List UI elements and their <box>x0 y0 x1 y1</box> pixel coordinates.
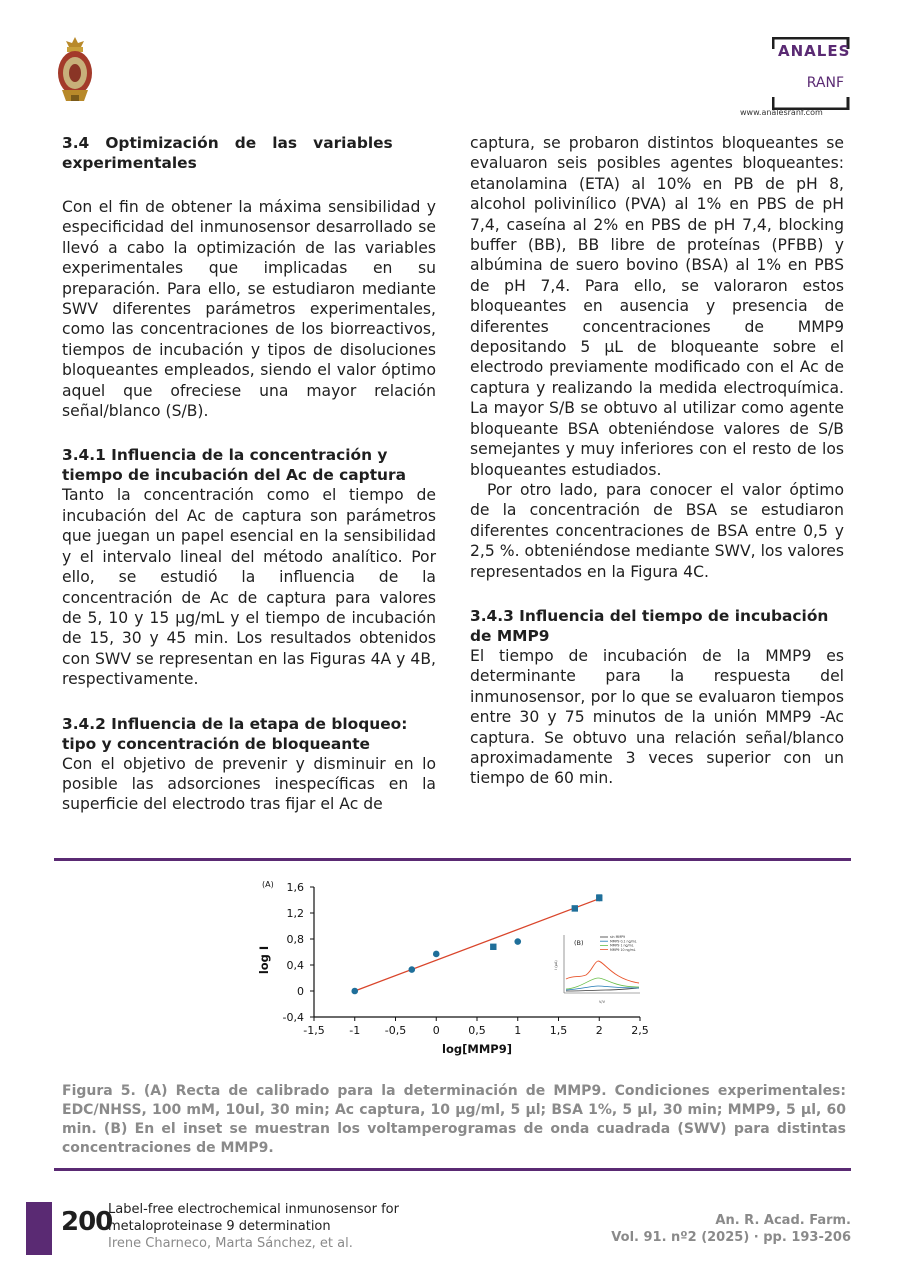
y-tick-label: 1,2 <box>286 907 304 920</box>
section-3-4-heading: 3.4 Optimización de las variables experimentales <box>62 134 399 172</box>
inset-legend-label: MMP9 0,1 ng/mL <box>610 939 637 944</box>
x-tick-label: -0,5 <box>384 1024 407 1037</box>
y-tick-label: 0,8 <box>286 933 304 946</box>
inset-y-label: I (µA) <box>554 960 558 970</box>
x-tick-label: -1 <box>349 1024 361 1037</box>
x-tick-label: -1,5 <box>303 1024 325 1037</box>
section-3-4-1-paragraph: Tanto la concentración como el tiempo de incubación del Ac de captura son parámetros que juegan un papel esencial en la sensibilidad y el intervalo lineal del método analítico. Por ello, se estudió la influencia de la concentración de Ac de captura para valores de 5, 10 y 15 µg/mL y el tiempo de incubación de 15, 30 y 45 min. Los resultados obtenidos con SWV se representan en las Figuras 4A y 4B, respectivamente. <box>62 486 436 689</box>
inset-panel-label: (B) <box>574 939 584 947</box>
academy-crest-logo <box>54 35 96 105</box>
y-axis-label: log I <box>257 945 271 975</box>
section-3-4-3-paragraph: El tiempo de incubación de la MMP9 es determinante para la respuesta del inmunosensor, por lo que se evaluaron tiempos entre 30 y 75 minutos de la unión MMP9 -Ac captura. Se obtuvo una relación señal/blanco aproximadamente 3 veces superior con un tiempo de 60 min. <box>470 646 844 788</box>
data-point-square <box>572 905 578 911</box>
logo-anales-text: ANALES <box>778 42 851 60</box>
page-number: 200 <box>61 1207 113 1237</box>
figure-bottom-rule <box>54 1168 851 1171</box>
footer-title-line2: metaloproteinase 9 determination <box>108 1219 331 1234</box>
x-tick-label: 0 <box>432 1024 440 1037</box>
journal-url: www.analesranf.com <box>740 108 823 117</box>
y-tick-label: -0,4 <box>282 1011 304 1024</box>
figure-top-rule <box>54 858 851 861</box>
footer-journal-info <box>611 1212 851 1246</box>
section-3-4-2-heading: 3.4.2 Influencia de la etapa de bloqueo: tipo y concentración de bloqueante <box>62 714 408 753</box>
data-point-square <box>596 895 602 901</box>
left-text-column <box>62 133 436 815</box>
footer-journal-name: An. R. Acad. Farm. <box>715 1213 851 1228</box>
inset-legend-label: MMP9 1 ng/mL <box>610 943 634 948</box>
section-3-4-paragraph: Con el fin de obtener la máxima sensibilidad y especificidad del inmunosensor desarrollado se llevó a cabo la optimización de las variables experimentales que implicadas en su preparación. Para ello, se estudiaron mediante SWV diferentes parámetros experimentales, como las concentraciones de los biorreactivos, tiempos de incubación y tipos de disoluciones bloqueantes empleados, siendo el valor óptimo aquel que ofreciese una mayor relación señal/blanco (S/B). <box>62 198 436 421</box>
footer-title-line1: Label-free electrochemical inmunosensor for <box>108 1202 399 1217</box>
panel-label-a: (A) <box>262 880 274 889</box>
logo-ranf-text: RANF <box>806 75 844 91</box>
inset-legend-label: sin MMP9 <box>610 935 626 940</box>
x-tick-label: 1,5 <box>549 1024 568 1037</box>
y-tick-label: 1,6 <box>286 881 304 894</box>
section-3-4-2-paragraph: Con el objetivo de prevenir y disminuir en lo posible las adsorciones inespecíficas en la superficie del electrodo tras fijar el Ac de <box>62 754 436 814</box>
section-3-4-1-heading: 3.4.1 Influencia de la concentración y tiempo de incubación del Ac de captura <box>62 446 406 485</box>
calibration-chart <box>256 875 656 1075</box>
data-point-circle <box>514 938 521 945</box>
footer-accent-bar <box>26 1202 52 1255</box>
bsa-concentration-paragraph: Por otro lado, para conocer el valor óptimo de la concentración de BSA se estudiaron diferentes concentraciones de BSA entre 0,5 y 2,5 %. obteniéndose mediante SWV, los valores representados en la Figura 4C. <box>470 480 844 581</box>
footer-article-info <box>108 1201 399 1252</box>
footer-volume: Vol. 91. nº2 (2025) · pp. 193-206 <box>611 1230 851 1245</box>
figure-caption: Figura 5. (A) Recta de calibrado para la determinación de MMP9. Condiciones experimentales: EDC/NHSS, 100 mM, 10ul, 30 min; Ac captura, 10 µg/ml, 5 µl; BSA 1%, 5 µl, 30 min; MMP9, 5 µl, 60 min. (B) En el inset se muestran los voltamperogramas de onda cuadrada (SWV) para distintas concentraciones de MMP9. <box>62 1083 846 1156</box>
data-point-square <box>490 944 496 950</box>
data-point-circle <box>351 988 358 995</box>
x-tick-label: 0,5 <box>468 1024 486 1037</box>
y-tick-label: 0 <box>297 985 304 998</box>
data-point-circle <box>409 966 416 973</box>
x-axis-label: log[MMP9] <box>442 1042 512 1056</box>
x-tick-label: 2 <box>595 1024 603 1037</box>
anales-ranf-logo <box>772 37 850 110</box>
inset-legend-label: MMP9 10 ng/mL <box>610 947 636 952</box>
inset-x-label: V/V <box>599 1000 605 1004</box>
x-tick-label: 2,5 <box>631 1024 649 1037</box>
swv-inset-chart <box>552 933 640 1004</box>
right-text-column <box>470 133 844 789</box>
y-tick-label: 0,4 <box>286 959 304 972</box>
blocking-agents-paragraph: captura, se probaron distintos bloqueantes se evaluaron seis posibles agentes bloqueantes: etanolamina (ETA) al 10% en PB de pH 8, alcohol polivinílico (PVA) al 1% en PBS de pH 7,4, caseína al 2% en PBS de pH 7,4, blocking buffer (BB), BB libre de proteínas (PFBB) y albúmina de suero bovino (BSA) al 1% en PBS de pH 7,4. Para ello, se valoraron estos bloqueantes en ausencia y presencia de diferentes concentraciones de MMP9 depositando 5 µL de bloqueante sobre el electrodo previamente modificado con el Ac de captura y realizando la medida electroquímica. La mayor S/B se obtuvo al utilizar como agente bloqueante BSA obteniéndose valores de S/B semejantes y muy inferiores con el resto de los bloqueantes estudiados. <box>470 134 844 479</box>
section-3-4-3-heading: 3.4.3 Influencia del tiempo de incubación de MMP9 <box>470 606 829 645</box>
x-tick-label: 1 <box>514 1024 522 1037</box>
data-point-circle <box>433 951 440 958</box>
footer-authors: Irene Charneco, Marta Sánchez, et al. <box>108 1236 353 1251</box>
